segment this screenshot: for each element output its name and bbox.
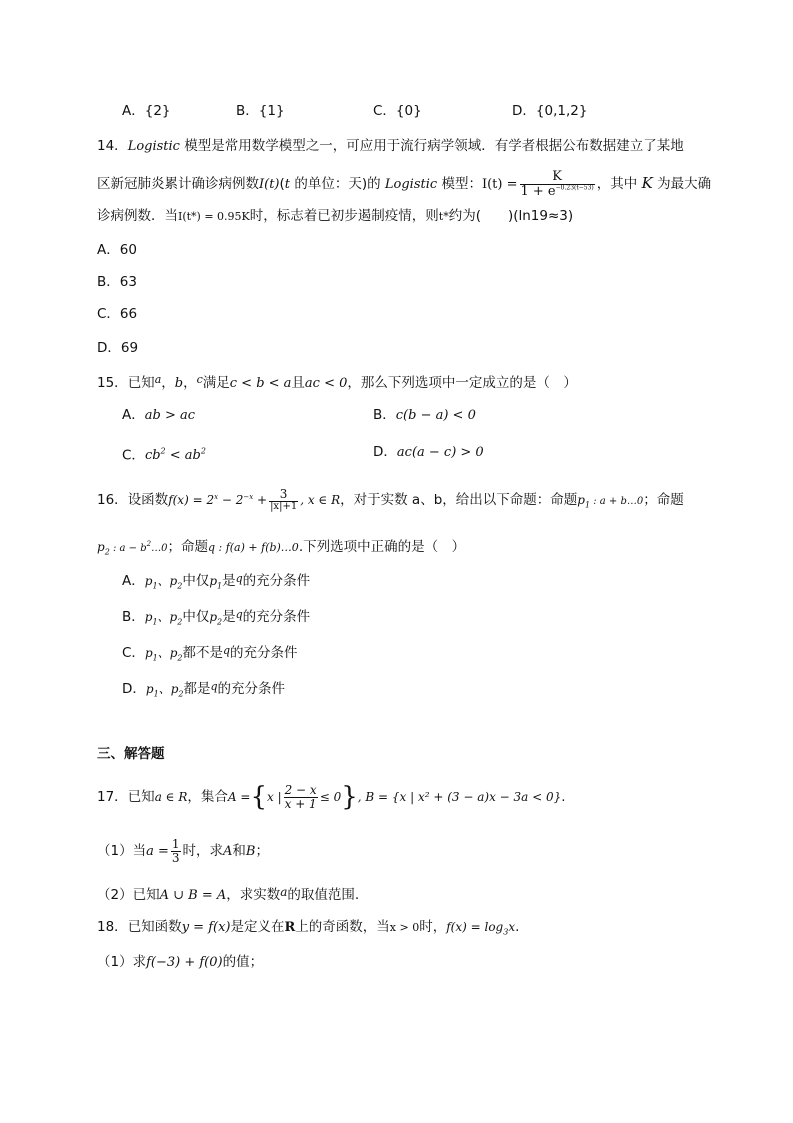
q14-stem-2d: 模型： xyxy=(437,176,482,193)
q18-stem-a: 已知函数 xyxy=(127,919,182,935)
q18-function: y = f(x) xyxy=(181,920,231,935)
q14-line-2 xyxy=(97,170,711,198)
q15-stem-d: ，那么下列选项中一定成立的是（ ） xyxy=(347,375,577,391)
q14-number: 14． xyxy=(97,138,128,154)
q18-stem-c: 上的奇函数，当 xyxy=(295,919,390,935)
q17-sub1-b: 时，求 xyxy=(182,843,224,859)
q17-sub2-c: 的取值范围. xyxy=(287,887,360,903)
q13-option-a: A．{2} xyxy=(122,103,171,119)
q14-stem-3b: 时，标志着已初步遏制疫情，则 xyxy=(249,208,439,224)
q16-fraction-numerator: 3 xyxy=(269,488,298,502)
q14-model-lhs: I(t) = xyxy=(481,177,518,193)
q15-option-a xyxy=(122,405,195,426)
q17-sub2-condition: A ∪ B = A xyxy=(159,888,227,903)
q15-stem-a: 已知 xyxy=(127,375,155,391)
q14-k: K xyxy=(641,174,653,193)
q16-fraction-denominator: |x|+1 xyxy=(270,500,298,512)
q13-option-d: D．{0,1,2} xyxy=(512,103,588,119)
q14-t-star: t* xyxy=(438,210,449,223)
q17-sub2-var: a xyxy=(280,885,288,899)
q14-stem-2a: 区新冠肺炎累计确诊病例数 xyxy=(97,176,259,193)
q13-option-b: B．{1} xyxy=(236,103,285,119)
q17-sub1-denominator: 3 xyxy=(171,850,180,865)
q15-stem-c: 且 xyxy=(291,375,305,391)
q18-sub1-expr: f(−3) + f(0) xyxy=(146,955,223,970)
q17-sub2-a: （2）已知 xyxy=(97,887,160,903)
q17-right-brace: } xyxy=(341,782,358,812)
q17-condition: a ∈ R xyxy=(154,790,188,804)
q15-comma-2: ， xyxy=(183,375,197,391)
q17-sub1-c: 和 xyxy=(232,843,246,859)
q15-option-b-label: B． xyxy=(373,407,396,423)
section-title: 三、解答题 xyxy=(97,746,165,762)
q15-option-a-expr: ab > ac xyxy=(144,408,196,423)
q18-sub-1 xyxy=(97,952,263,973)
q16-stem-line-2 xyxy=(97,534,465,562)
q18-period: . xyxy=(515,919,520,935)
q16-stem-d: ；命题 xyxy=(167,539,208,555)
q18-condition: x > 0 xyxy=(389,921,420,934)
q16-stem-c: ；命题 xyxy=(643,492,684,508)
q14-logistic-term: Logistic xyxy=(127,139,180,154)
q14-stem-3a: 诊病例数．当 xyxy=(97,208,178,224)
q14-stem-2c: 的单位：天)的 xyxy=(290,176,385,193)
q16-p1: $p_1$ : a + b…0 xyxy=(577,493,644,510)
q16-stem-e: .下列选项中正确的是（ ） xyxy=(298,539,466,555)
q14-logistic-term-2: Logistic xyxy=(384,177,438,193)
q17-sub-1 xyxy=(97,834,269,869)
q17-left-brace: { xyxy=(250,782,267,812)
q17-number: 17． xyxy=(97,789,128,805)
q16-fraction xyxy=(269,488,298,512)
q15-var-b: b xyxy=(174,376,184,391)
q17-set-a-var: x | xyxy=(266,790,282,804)
q15-option-b-expr: c(b − a) < 0 xyxy=(395,408,476,423)
q14-option-d: D．69 xyxy=(97,340,139,356)
q14-model-fraction xyxy=(520,170,595,198)
q14-stem-1: 模型是常用数学模型之一，可应用于流行病学领域．有学者根据公布数据建立了某地 xyxy=(179,138,684,154)
q15-option-c-expr: $cb^2 < ab^2$ xyxy=(144,447,206,464)
q17-sub1-set-b: B xyxy=(245,844,256,859)
q15-number: 15． xyxy=(97,375,128,391)
q14-model-numerator: K xyxy=(520,170,595,185)
q16-stem-b: ，对于实数 a、b，给出以下命题：命题 xyxy=(340,492,578,508)
q17-sub1-set-a: A xyxy=(223,844,233,859)
q17-set-a-denominator: x + 1 xyxy=(284,796,317,811)
q14-model-denominator: $1 + e^{-0.23(t-53)}$ xyxy=(520,183,594,199)
q18-sub1-a: （1）求 xyxy=(97,954,147,970)
q17-sub2-b: ，求实数 xyxy=(226,887,281,903)
q18-definition: $f(x) = \log_3x$ xyxy=(446,920,516,937)
q15-option-b xyxy=(373,405,476,426)
q17-stem-b: ，集合 xyxy=(187,789,228,805)
q18-stem-b: 是定义在 xyxy=(230,919,285,935)
q14-paren: ( xyxy=(279,176,285,193)
q14-t: t xyxy=(284,177,291,193)
q17-stem-a: 已知 xyxy=(127,789,155,805)
q16-option-a: A．$p_1$、$p_2$中仅$p_1$是$^q$的充分条件 xyxy=(122,572,311,591)
q17-set-a-lhs: A = xyxy=(227,790,251,804)
q16-option-b: B．$p_1$、$p_2$中仅$p_2$是$^q$的充分条件 xyxy=(122,608,311,627)
q14-condition: I(t*) = 0.95K xyxy=(178,210,250,223)
q15-stem xyxy=(97,370,577,394)
q16-stem-a: 设函数 xyxy=(127,492,169,508)
q18-number: 18． xyxy=(97,919,128,935)
q14-stem-2e: ，其中 xyxy=(596,176,642,193)
q17-sub1-var: a = xyxy=(146,844,169,859)
q14-it: I(t) xyxy=(259,177,280,193)
q17-period: . xyxy=(561,789,566,805)
q14-stem-2f: 为最大确 xyxy=(652,176,712,193)
q14-option-a: A．60 xyxy=(97,242,137,258)
q17-sub1-fraction xyxy=(171,838,181,864)
q15-option-a-label: A． xyxy=(122,407,145,423)
q15-var-c: c xyxy=(196,373,203,386)
q18-stem-d: 时， xyxy=(419,919,447,935)
q17-set-a-fraction xyxy=(284,784,318,810)
q17-stem xyxy=(97,778,566,816)
q15-option-d-expr: ac(a − c) > 0 xyxy=(396,445,484,460)
q14-stem-3c: 约为( )(ln19≈3) xyxy=(448,208,574,224)
q15-option-c xyxy=(122,442,206,466)
q14-line-3 xyxy=(97,206,573,227)
q14-option-b: B．63 xyxy=(97,274,137,290)
q17-set-a-numerator: 2 − x xyxy=(284,782,317,797)
q16-q: q : f(a) + f(b)…0 xyxy=(207,541,299,554)
q18-stem xyxy=(97,917,519,942)
q16-stem-line-1 xyxy=(97,482,684,520)
q17-set-a-relation: ≤ 0 xyxy=(319,790,342,804)
q16-number: 16． xyxy=(97,492,128,508)
q15-option-d xyxy=(373,442,484,463)
q17-sub1-numerator: 1 xyxy=(171,836,180,851)
q15-option-c-label: C． xyxy=(122,447,145,464)
q15-stem-b: 满足 xyxy=(202,375,230,391)
q18-reals: R xyxy=(284,920,296,935)
q16-function-expr: $f(x) = 2^x - 2^{-x}$ + xyxy=(168,493,268,507)
q15-option-d-label: D． xyxy=(373,444,397,460)
q16-domain: , x ∈ R xyxy=(300,493,341,507)
q15-condition-1: c < b < a xyxy=(229,376,292,391)
q16-option-c: C．$p_1$、$p_2$都不是$^q$的充分条件 xyxy=(122,644,298,663)
q15-condition-2: ac < 0 xyxy=(304,376,348,391)
q18-sub1-b: 的值； xyxy=(222,954,264,970)
q14-option-c: C．66 xyxy=(97,306,138,322)
q16-p2: $p_2$ : $a - b^2\dots 0$ xyxy=(97,540,168,557)
q13-option-c: C．{0} xyxy=(373,103,422,119)
q17-sub1-d: ； xyxy=(255,843,269,859)
q17-set-b: , B = {x | x² + (3 − a)x − 3a < 0} xyxy=(357,790,562,804)
q17-sub-2 xyxy=(97,882,359,906)
q15-var-a: a xyxy=(154,373,162,386)
q15-comma-1: ， xyxy=(161,375,175,391)
q14-line-1 xyxy=(97,136,684,157)
q16-option-d: D．$p_1$、$p_2$都是$^q$的充分条件 xyxy=(122,680,286,699)
q17-sub1-a: （1）当 xyxy=(97,843,147,859)
